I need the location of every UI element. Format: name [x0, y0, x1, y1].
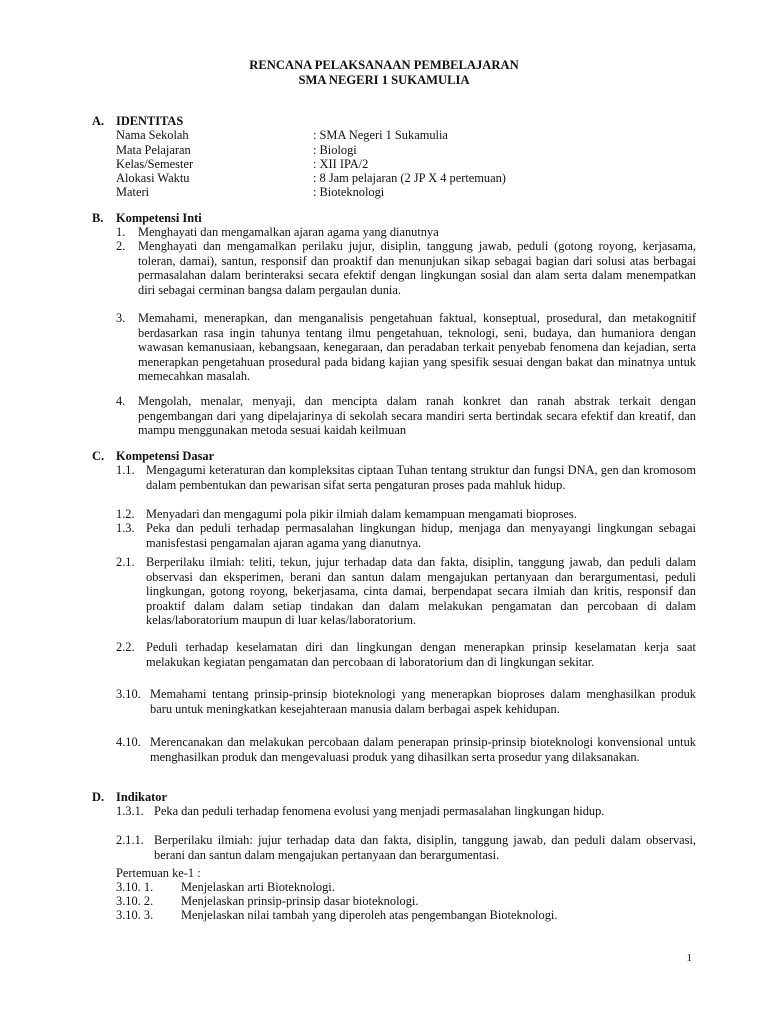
item-text: Menghayati dan mengamalkan perilaku jujur, disiplin, tanggung jawab, peduli (gotong royong, kerjasama, toleran, damai), santun, responsif dan proaktif dan menunjukan sikap sebagai bagian dari solusi atas berbagai permasalahan dalam berinteraksi secara efektif dengan lingkungan sosial dan alam serta dalam menempatkan diri sebagai cerminan bangsa dalam pergaulan dunia.	[138, 239, 696, 297]
item-text: Memahami tentang prinsip-prinsip bioteknologi yang menerapkan bioproses dalam menghasilkan produk baru untuk meningkatkan kesejahteraan manusia dalam berbagai aspek kehidupan.	[150, 687, 696, 716]
section-indikator-heading	[92, 790, 167, 805]
item-number: 2.1.1.	[116, 833, 144, 847]
item-number: 1.1.	[116, 463, 135, 477]
section-identitas-heading	[92, 114, 183, 129]
item-number: 1.3.1.	[116, 804, 144, 818]
item-number: 2.1.	[116, 555, 135, 569]
section-letter: A.	[92, 114, 105, 128]
item-number: 4.	[116, 394, 126, 408]
item-number: 1.2.	[116, 507, 135, 521]
identitas-value: : 8 Jam pelajaran (2 JP X 4 pertemuan)	[313, 171, 506, 185]
item-text: Memahami, menerapkan, dan menganalisis pengetahuan faktual, konseptual, prosedural, dan metakognitif berdasarkan rasa ingin tahunya tentang ilmu pengetahuan, teknologi, seni, budaya, dan humaniora dengan wawasan kemanusiaan, kebangsaan, kenegaraan, dan peradaban terkait penyebab fenomena dan kejadian, serta menerapkan pengetahuan prosedural pada bidang kajian yang spesifik sesuai dengan bakat dan minatnya untuk memecahkan masalah.	[138, 311, 696, 384]
identitas-label: Nama Sekolah	[116, 128, 189, 142]
item-text: Mengagumi keteraturan dan kompleksitas ciptaan Tuhan tentang struktur dan fungsi DNA, gen dan kromosom dalam pembentukan dan pewarisan sifat serta pengaturan proses pada mahluk hidup.	[146, 463, 696, 492]
section-title: Indikator	[116, 790, 167, 804]
item-number: 3.	[116, 311, 126, 325]
pertemuan-label: Pertemuan ke-1 :	[116, 866, 201, 880]
item-number: 2.2.	[116, 640, 135, 654]
section-title: Kompetensi Dasar	[116, 449, 215, 463]
item-text: Berperilaku ilmiah: jujur terhadap data dan fakta, disiplin, tanggung jawab, dan peduli dalam observasi, berani dan santun dalam mengajukan pertanyaan dan berargumentasi.	[154, 833, 696, 862]
identitas-label: Alokasi Waktu	[116, 171, 190, 185]
item-text: Peka dan peduli terhadap fenomena evolusi yang menjadi permasalahan lingkungan hidup.	[154, 804, 605, 818]
item-number: 1.3.	[116, 521, 135, 535]
identitas-label: Materi	[116, 185, 150, 199]
page-number: 1	[686, 952, 692, 964]
item-number: 4.10.	[116, 735, 141, 749]
item-number: 3.10.	[116, 687, 141, 701]
section-title: IDENTITAS	[116, 114, 184, 128]
identitas-value: : XII IPA/2	[313, 157, 369, 171]
item-text: Peka dan peduli terhadap permasalahan lingkungan hidup, menjaga dan menyayangi lingkungan sebagai manisfestasi pengamalan ajaran agama yang dianutnya.	[146, 521, 696, 550]
item-text: Mengolah, menalar, menyaji, dan mencipta dalam ranah konkret dan ranah abstrak terkait dengan pengembangan dari yang dipelajarinya di sekolah secara mandiri serta bertindak secara efektif dan kreatif, dan mampu menggunakan metoda sesuai kaidah keilmuan	[138, 394, 696, 438]
item-text: Peduli terhadap keselamatan diri dan lingkungan dengan menerapkan prinsip keselamatan kerja saat melakukan kegiatan pengamatan dan percobaan di laboratorium dan di lingkungan sekitar.	[146, 640, 696, 669]
identitas-value: : Bioteknologi	[313, 185, 385, 199]
section-ki-heading	[92, 211, 202, 226]
identitas-label: Kelas/Semester	[116, 157, 194, 171]
section-letter: D.	[92, 790, 105, 804]
school-name-title: SMA NEGERI 1 SUKAMULIA	[298, 73, 470, 87]
item-number: 3.10. 2.	[116, 894, 154, 908]
document-title: RENCANA PELAKSANAAN PEMBELAJARAN	[249, 58, 519, 72]
item-text: Merencanakan dan melakukan percobaan dalam penerapan prinsip-prinsip bioteknologi konvensional untuk menghasilkan produk dan mengevaluasi produk yang dihasilkan serta prosedur yang dilaksanakan.	[150, 735, 696, 764]
item-text: Menjelaskan prinsip-prinsip dasar bioteknologi.	[181, 894, 419, 908]
identitas-value: : Biologi	[313, 143, 357, 157]
item-text: Menghayati dan mengamalkan ajaran agama yang dianutnya	[138, 225, 439, 239]
identitas-value: : SMA Negeri 1 Sukamulia	[313, 128, 448, 142]
item-number: 2.	[116, 239, 126, 253]
item-number: 3.10. 3.	[116, 908, 154, 922]
item-number: 3.10. 1.	[116, 880, 154, 894]
item-text: Menyadari dan mengagumi pola pikir ilmiah dalam kemampuan mengamati bioproses.	[146, 507, 577, 521]
section-letter: C.	[92, 449, 105, 463]
identitas-label: Mata Pelajaran	[116, 143, 191, 157]
item-number: 1.	[116, 225, 126, 239]
item-text: Menjelaskan arti Bioteknologi.	[181, 880, 335, 894]
section-title: Kompetensi Inti	[116, 211, 202, 225]
section-kd-heading	[92, 449, 214, 464]
item-text: Menjelaskan nilai tambah yang diperoleh atas pengembangan Bioteknologi.	[181, 908, 558, 922]
section-letter: B.	[92, 211, 104, 225]
item-text: Berperilaku ilmiah: teliti, tekun, jujur terhadap data dan fakta, disiplin, tanggung jawab, dan peduli dalam observasi dan eksperimen, berani dan santun dalam mengajukan pertanyaan dan berargumentasi, peduli lingkungan, gotong royong, bekerjasama, cinta damai, berpendapat secara ilmiah dan kritis, responsif dan proaktif dalam dalam setiap tindakan dan dalam melakukan pengamatan dan percobaan di dalam kelas/laboratorium maupun di luar kelas/laboratorium.	[146, 555, 696, 628]
